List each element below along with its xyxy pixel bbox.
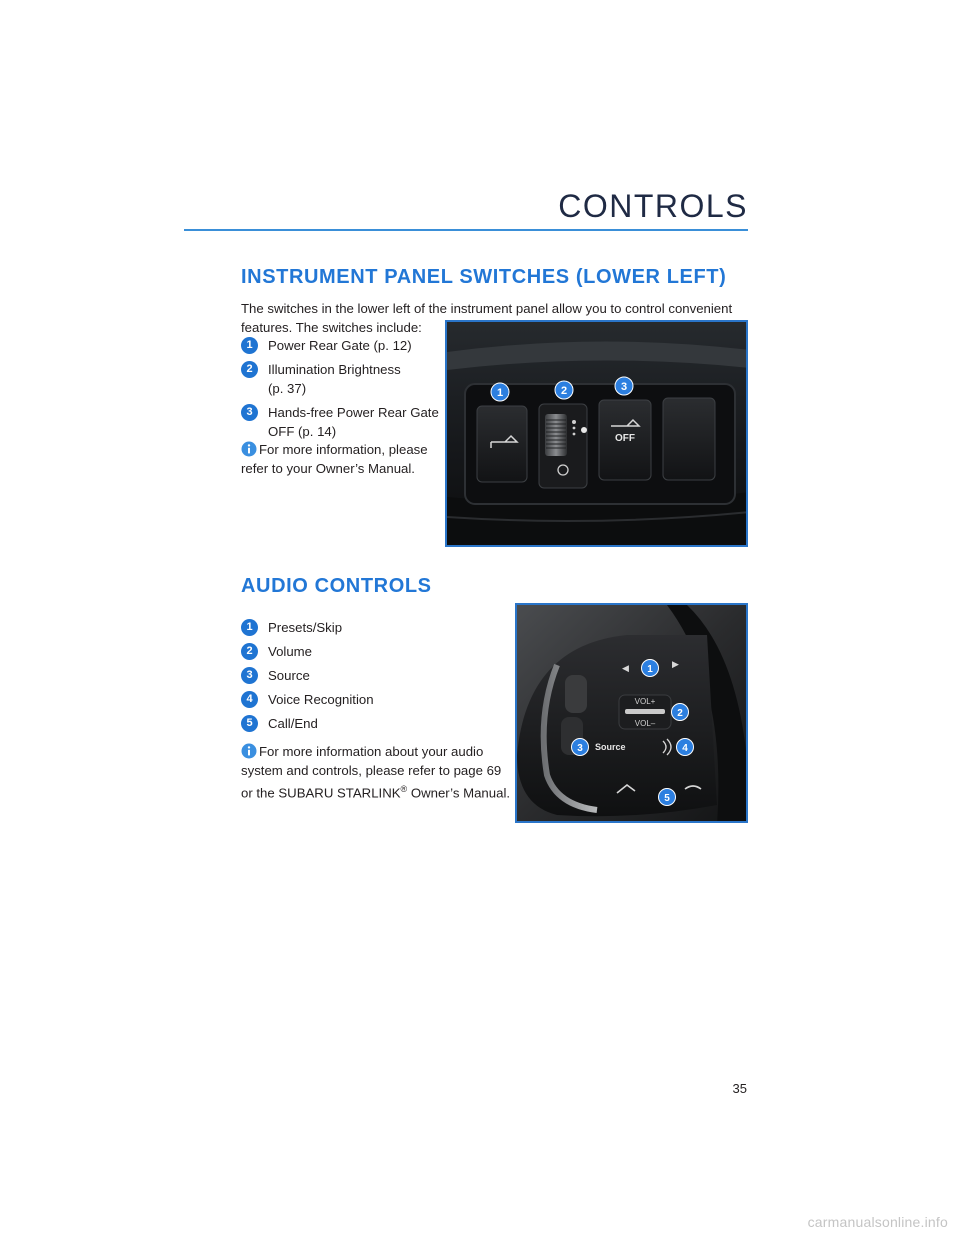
off-label: OFF	[615, 433, 635, 444]
item-label: Call/End	[268, 716, 318, 731]
instrument-panel-info	[241, 440, 441, 478]
audio-controls-title: AUDIO CONTROLS	[241, 575, 432, 597]
callout-number: 4	[682, 743, 688, 754]
callout-badge: 2	[241, 361, 258, 378]
instrument-panel-title: INSTRUMENT PANEL SWITCHES (LOWER LEFT)	[241, 266, 727, 288]
hands-free-rear-gate-off-switch	[599, 400, 651, 480]
callout-badge: 2	[241, 643, 258, 660]
callout-number: 3	[620, 381, 628, 393]
instrument-panel-list	[241, 336, 441, 446]
callout-number: 3	[577, 743, 583, 754]
item-label: (p. 37)	[268, 381, 307, 396]
callout-4	[677, 739, 694, 756]
intro-line: features. The switches include:	[241, 320, 422, 335]
item-label: Presets/Skip	[268, 620, 343, 635]
list-item	[241, 618, 471, 637]
svg-text:◀: ◀	[622, 663, 629, 673]
intro-line: The switches in the lower left of the instrument panel allow you to control convenient	[241, 301, 733, 316]
info-text: For more information, please	[259, 442, 428, 457]
callout-3	[615, 377, 633, 395]
callout-badge: 1	[241, 337, 258, 354]
list-item	[241, 642, 471, 661]
page-number: 35	[732, 1081, 747, 1096]
audio-controls-list	[241, 618, 471, 738]
item-label: Source	[268, 668, 310, 683]
audio-controls-info	[241, 742, 511, 802]
item-label: Illumination Brightness	[268, 362, 401, 377]
callout-badge: 4	[241, 691, 258, 708]
vol-up-label: VOL+	[634, 697, 656, 706]
callout-2	[555, 381, 573, 399]
item-label: Voice Recognition	[268, 692, 374, 707]
blank-switch	[663, 398, 715, 480]
source-label: Source	[595, 742, 626, 752]
list-item	[241, 403, 441, 441]
callout-number: 2	[677, 708, 683, 719]
callout-badge: 3	[241, 404, 258, 421]
audio-controls-photo	[515, 603, 748, 823]
callout-number: 1	[647, 664, 653, 675]
header-divider	[184, 229, 748, 231]
callout-1	[491, 383, 509, 401]
callout-2	[672, 704, 689, 721]
info-text: Owner’s Manual.	[407, 785, 511, 801]
list-item	[241, 336, 441, 355]
item-label: Power Rear Gate (p. 12)	[268, 338, 412, 353]
list-item	[241, 690, 471, 709]
callout-badge: 1	[241, 619, 258, 636]
item-label: Hands-free Power Rear Gate	[268, 405, 439, 420]
info-text: or the SUBARU STARLINK	[241, 785, 401, 801]
list-item	[241, 360, 441, 398]
section-header: CONTROLS	[558, 188, 748, 224]
info-text: For more information about your audio	[259, 744, 484, 759]
info-text: refer to your Owner’s Manual.	[241, 461, 415, 476]
svg-text:▶: ▶	[672, 659, 679, 669]
callout-number: 2	[560, 385, 568, 397]
illumination-dial	[539, 404, 587, 488]
watermark: carmanualsonline.info	[807, 1214, 948, 1230]
list-item	[241, 714, 471, 733]
item-label: OFF (p. 14)	[268, 424, 337, 439]
list-item	[241, 666, 471, 685]
callout-3	[572, 739, 589, 756]
callout-number: 5	[664, 793, 670, 804]
callout-badge: 5	[241, 715, 258, 732]
registered-mark: ®	[400, 784, 408, 794]
info-icon	[241, 743, 257, 759]
callout-1	[642, 660, 659, 677]
vol-down-label: VOL–	[634, 719, 656, 728]
info-icon	[241, 441, 257, 457]
callout-5	[659, 789, 676, 806]
instrument-panel-photo	[445, 320, 748, 547]
item-label: Volume	[268, 644, 312, 659]
callout-badge: 3	[241, 667, 258, 684]
info-text: system and controls, please refer to page 69	[241, 763, 502, 778]
power-rear-gate-switch	[477, 406, 527, 482]
callout-number: 1	[496, 387, 504, 399]
